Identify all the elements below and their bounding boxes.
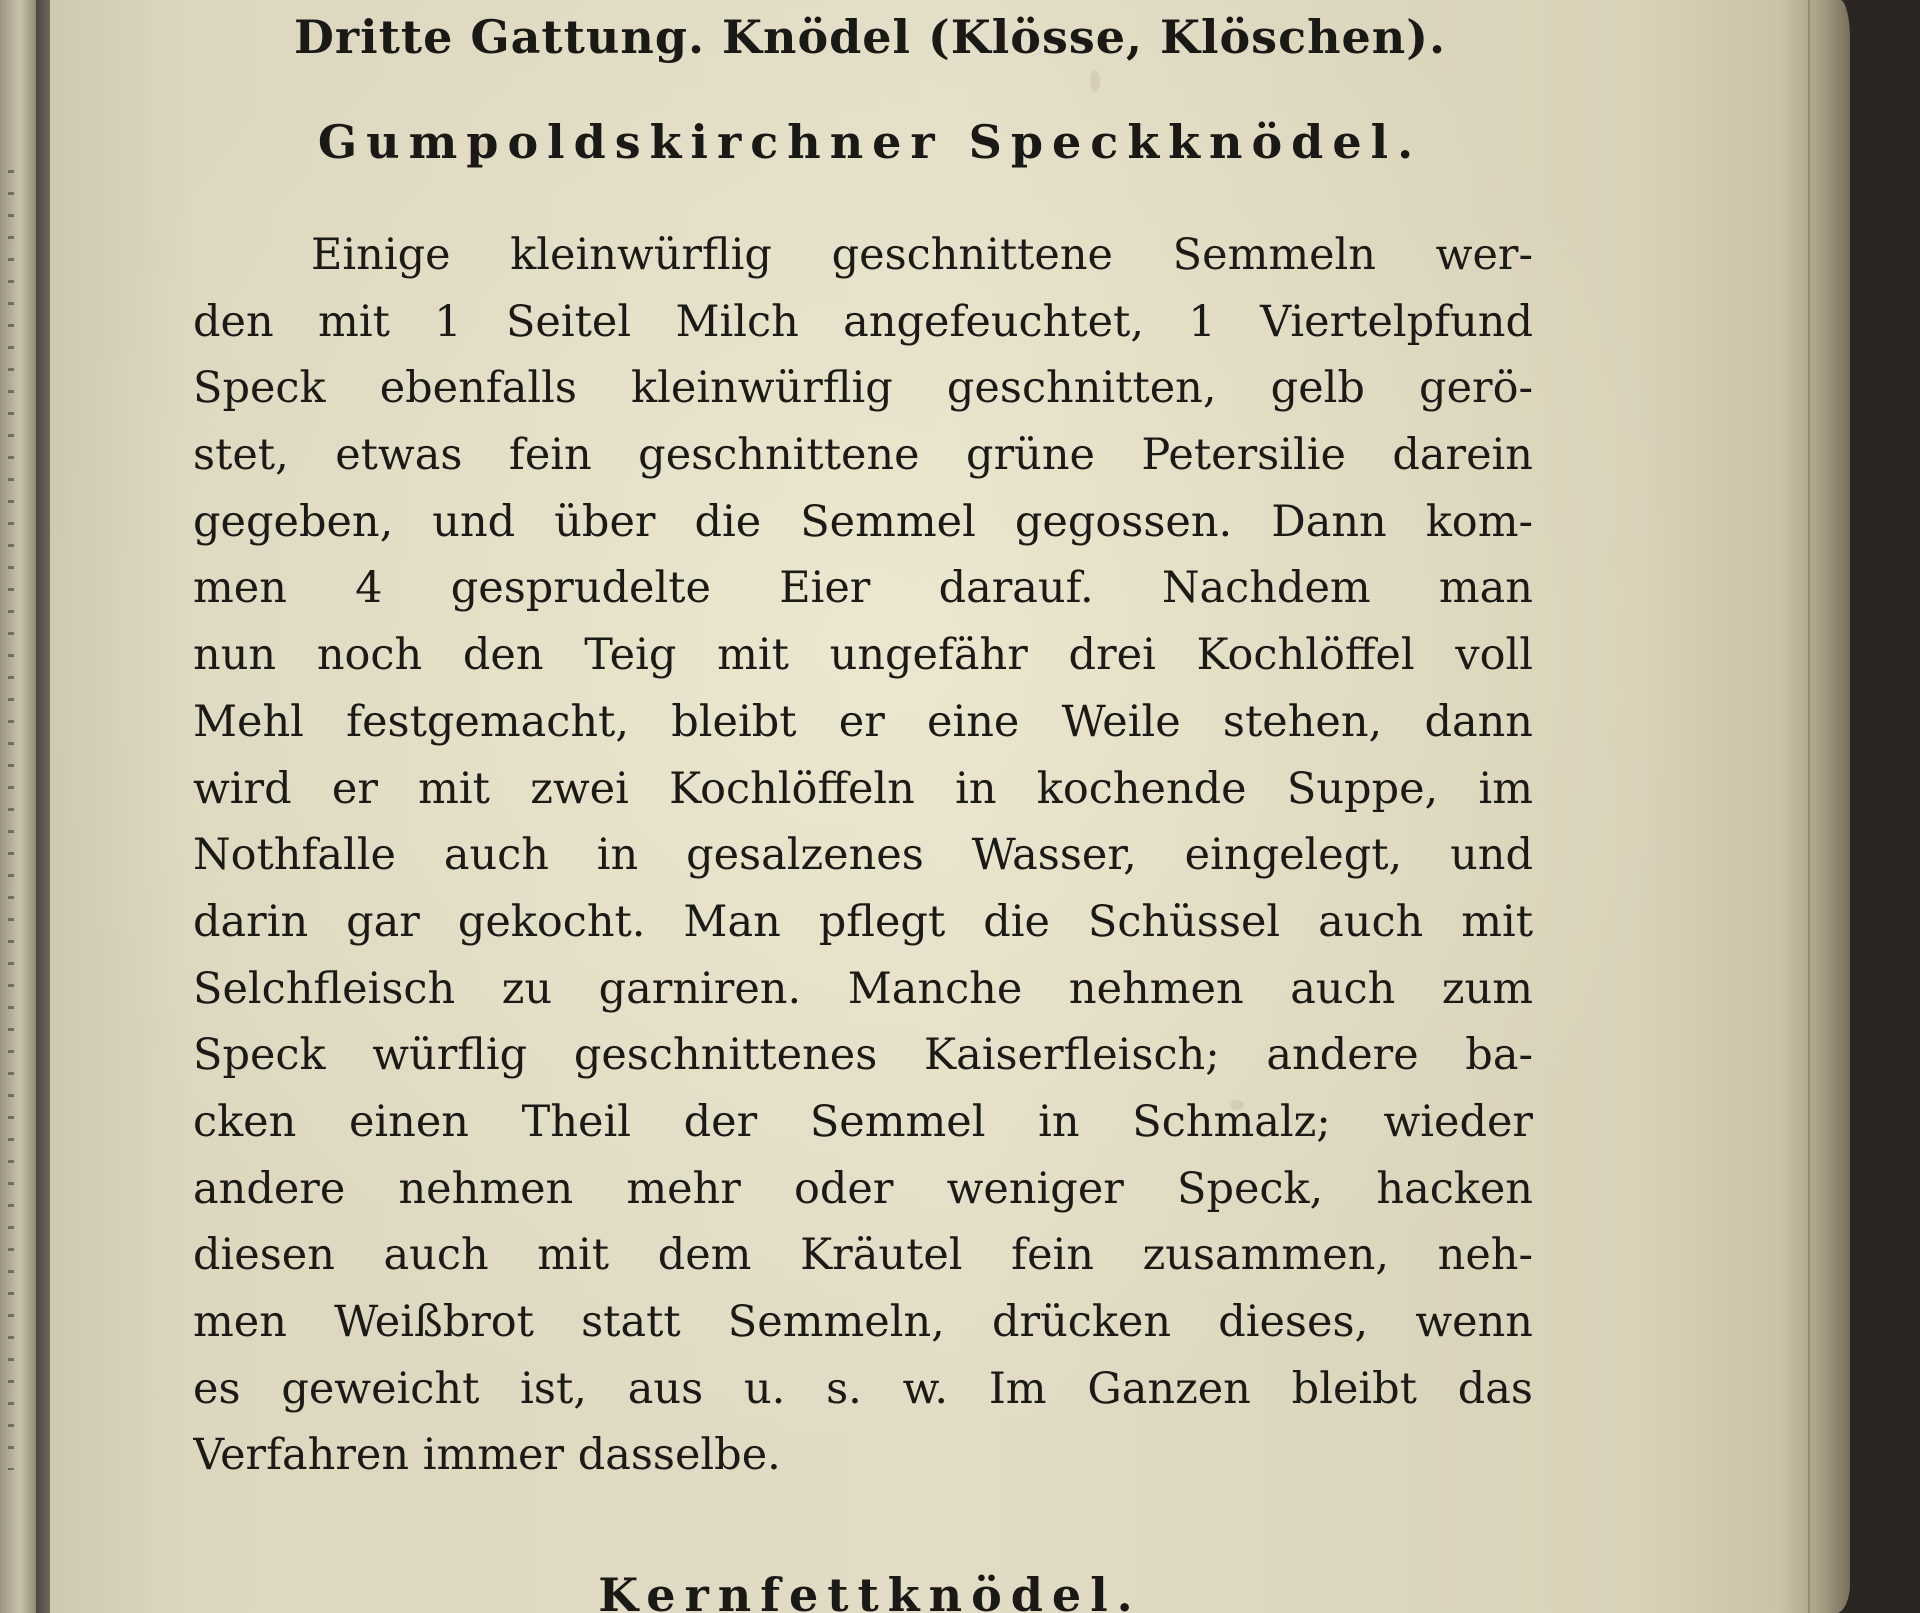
body-line: Speck würflig geschnittenes Kaiserfleisch; andere ba- <box>193 1030 1533 1081</box>
body-line: stet, etwas fein geschnittene grüne Petersilie darein <box>193 430 1533 481</box>
body-line: wird er mit zwei Kochlöffeln in kochende Suppe, im <box>193 763 1533 814</box>
body-line: Selchfleisch zu garniren. Manche nehmen auch zum <box>193 963 1533 1014</box>
body-line: men 4 gesprudelte Eier darauf. Nachdem man <box>193 563 1533 614</box>
recipe-body <box>193 222 1533 1489</box>
body-line: Einige kleinwürflig geschnittene Semmeln wer- <box>311 230 1533 280</box>
paper-spot <box>1090 70 1100 92</box>
facing-page-binding-marks <box>8 170 14 1470</box>
body-line: Speck ebenfalls kleinwürflig geschnitten, gelb gerö- <box>193 363 1533 414</box>
body-line: darin gar gekocht. Man pflegt die Schüssel auch mit <box>193 896 1533 947</box>
recipe-title: Gumpoldskirchner Speckknödel. <box>317 115 1423 169</box>
body-line: diesen auch mit dem Kräutel fein zusammen, neh- <box>193 1230 1533 1281</box>
chapter-title: Dritte Gattung. Knödel (Klösse, Klöschen). <box>293 10 1447 64</box>
page-ragged-edge <box>1780 0 1850 1613</box>
body-line: Verfahren immer dasselbe. <box>193 1430 781 1481</box>
body-line: gegeben, und über die Semmel gegossen. Dann kom- <box>193 496 1533 547</box>
body-line: Nothfalle auch in gesalzenes Wasser, eingelegt, und <box>193 830 1533 881</box>
body-line: andere nehmen mehr oder weniger Speck, hacken <box>193 1163 1533 1214</box>
body-line: es geweicht ist, aus u. s. w. Im Ganzen bleibt das <box>193 1363 1533 1414</box>
body-line: men Weißbrot statt Semmeln, drücken dieses, wenn <box>193 1297 1533 1347</box>
body-line: cken einen Theil der Semmel in Schmalz; wieder <box>193 1096 1533 1147</box>
book-gutter <box>36 0 50 1613</box>
body-line: Mehl festgemacht, bleibt er eine Weile stehen, dann <box>193 696 1533 747</box>
facing-page-edge <box>0 0 36 1613</box>
body-line: nun noch den Teig mit ungefähr drei Kochlöffel voll <box>193 630 1533 681</box>
book-page <box>50 0 1850 1613</box>
next-recipe-title: Kernfettknödel. <box>598 1568 1142 1613</box>
body-line: den mit 1 Seitel Milch angefeuchtet, 1 Viertelpfund <box>193 296 1533 347</box>
